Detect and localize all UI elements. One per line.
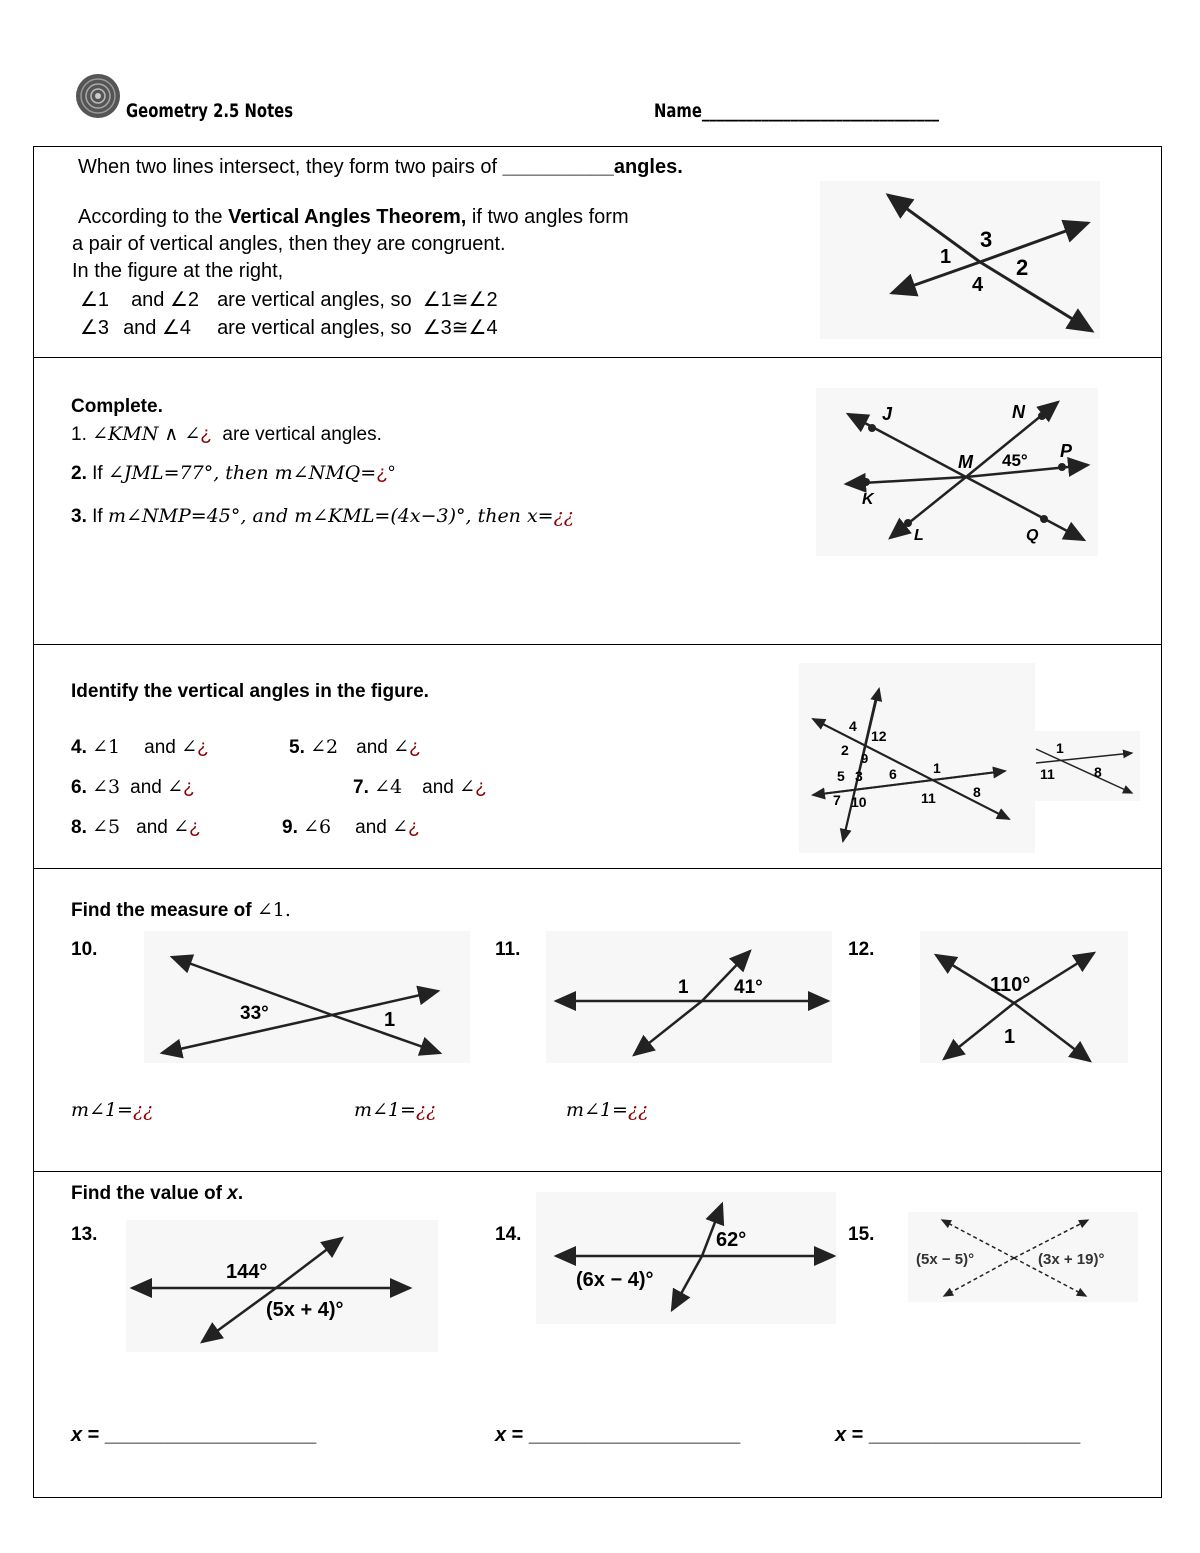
answer-q14-var: x xyxy=(495,1424,507,1446)
q7-blank[interactable]: ¿ xyxy=(475,777,487,798)
answer-q15 xyxy=(835,1424,1080,1447)
q2-math: ∠JML=77°, then m∠NMQ= xyxy=(107,462,377,484)
q6-blank[interactable]: ¿ xyxy=(183,777,195,798)
pair-1-desc: are vertical angles, so xyxy=(217,289,412,311)
fig-q12 xyxy=(920,931,1128,1063)
q10-label-1: 1 xyxy=(384,1009,396,1031)
q5-blank-angle: ∠ xyxy=(393,736,410,758)
fig3b-label-11: 11 xyxy=(1040,766,1055,782)
q2-degree: ° xyxy=(387,463,396,484)
pair-1-and: and xyxy=(131,289,165,311)
fig-label-3: 3 xyxy=(980,227,993,252)
fig-q14-diagram xyxy=(536,1192,836,1324)
fig3-label-12: 12 xyxy=(871,728,887,744)
q6-angle: ∠3 xyxy=(92,776,121,798)
intro-line-1 xyxy=(78,156,683,179)
q8-angle: ∠5 xyxy=(92,816,121,838)
q4-and: and xyxy=(144,737,176,758)
intersecting-lines-figure xyxy=(820,181,1100,339)
fig-q14 xyxy=(536,1192,836,1324)
q11-label-1: 1 xyxy=(678,977,689,998)
fig-label-2: 2 xyxy=(1016,255,1029,280)
q14-label-62: 62° xyxy=(716,1229,747,1251)
answer-q15-line[interactable]: ___________________ xyxy=(868,1424,1081,1446)
fig-q10-diagram xyxy=(144,931,470,1063)
question-2 xyxy=(71,462,395,485)
twelve-angle-diagram xyxy=(799,663,1035,853)
label-P: P xyxy=(1060,441,1073,461)
q12-number: 12. xyxy=(848,939,875,960)
fig3-label-6: 6 xyxy=(889,766,897,782)
pair-2-congruence: ∠3≅∠4 xyxy=(422,317,498,339)
q9-and: and xyxy=(355,817,387,838)
jnkmlpq-figure xyxy=(816,388,1098,556)
q1-number: 1. xyxy=(71,424,87,445)
q4-angle: ∠1 xyxy=(92,736,121,758)
fig3-label-9: 9 xyxy=(861,751,869,766)
intro-blank[interactable]: __________ xyxy=(502,156,614,178)
q3-number: 3. xyxy=(71,506,87,527)
q3-if: If xyxy=(92,506,103,527)
find-measure-text: Find the measure of xyxy=(71,900,257,921)
pair-2-and: and xyxy=(123,317,157,339)
spiral-logo-icon xyxy=(75,73,121,119)
q9-number: 9. xyxy=(282,817,298,838)
q5-angle: ∠2 xyxy=(310,736,339,758)
find-x-var: x xyxy=(227,1183,238,1204)
logo xyxy=(75,73,121,119)
fig-q13-diagram xyxy=(126,1220,438,1352)
q13-label-144: 144° xyxy=(226,1261,268,1283)
fig-q11-diagram xyxy=(546,931,832,1063)
question-3 xyxy=(71,505,574,528)
label-N: N xyxy=(1012,402,1025,422)
q10-label-33: 33° xyxy=(240,1003,269,1024)
q13-number: 13. xyxy=(71,1224,98,1245)
answer-q15-var: x xyxy=(835,1424,847,1446)
answer-q10-math: m∠1= xyxy=(71,1099,133,1121)
theorem-name: Vertical Angles Theorem, xyxy=(228,206,467,228)
fig3-label-8: 8 xyxy=(973,784,981,800)
answer-q10 xyxy=(71,1099,153,1122)
section-complete xyxy=(33,357,1162,645)
answer-q12 xyxy=(566,1099,648,1122)
q6-number: 6. xyxy=(71,777,87,798)
label-K: K xyxy=(862,491,874,508)
section-find-measure xyxy=(33,868,1162,1172)
q12-label-110: 110° xyxy=(990,974,1031,996)
pair-1-congruence: ∠1≅∠2 xyxy=(422,289,498,311)
pair-2-line xyxy=(80,315,498,340)
q7-number: 7. xyxy=(353,777,369,798)
q11-label-41: 41° xyxy=(734,977,763,998)
intersecting-lines-diagram xyxy=(820,181,1100,339)
find-x-text: Find the value of xyxy=(71,1183,228,1204)
section-find-x xyxy=(33,1171,1162,1498)
pair-2-desc: are vertical angles, so xyxy=(217,317,412,339)
q8-blank[interactable]: ¿ xyxy=(189,817,201,838)
fig-label-1: 1 xyxy=(940,246,952,268)
name-label-text: Name xyxy=(654,100,702,122)
identify-heading: Identify the vertical angles in the figure. xyxy=(71,681,429,702)
fig3-label-10: 10 xyxy=(851,794,867,810)
fig3-label-11: 11 xyxy=(921,790,936,806)
fig-q11 xyxy=(546,931,832,1063)
answer-q13-line[interactable]: ___________________ xyxy=(104,1424,317,1446)
answer-q13-eq: = xyxy=(82,1424,105,1446)
find-x-period: . xyxy=(237,1183,244,1204)
pair-2-angle-a: ∠3 xyxy=(80,317,110,339)
answer-q11 xyxy=(354,1099,436,1122)
q5-blank[interactable]: ¿ xyxy=(409,737,421,758)
q2-blank[interactable]: ¿ xyxy=(376,463,388,484)
q9-blank-angle: ∠ xyxy=(392,816,409,838)
pair-2-angle-b: ∠4 xyxy=(162,317,192,339)
fig3b-label-1: 1 xyxy=(1056,740,1064,756)
section-vertical-angles-intro xyxy=(33,146,1162,358)
q1-blank[interactable]: ¿ xyxy=(200,424,212,445)
q7-blank-angle: ∠ xyxy=(459,776,476,798)
fig-q13 xyxy=(126,1220,438,1352)
question-7 xyxy=(353,776,487,799)
q6-blank-angle: ∠ xyxy=(167,776,184,798)
q4-number: 4. xyxy=(71,737,87,758)
q2-if: If xyxy=(92,463,103,484)
q13-label-expr: (5x + 4)° xyxy=(266,1299,344,1321)
question-9 xyxy=(282,816,420,839)
q8-number: 8. xyxy=(71,817,87,838)
jnkmlpq-diagram xyxy=(816,388,1098,556)
zoom-angle-diagram xyxy=(1032,731,1140,801)
zoom-angle-figure xyxy=(1032,731,1140,801)
name-label xyxy=(654,100,939,122)
intro-line-1-text: When two lines intersect, they form two pairs of xyxy=(78,156,503,178)
label-45: 45° xyxy=(1002,451,1028,470)
fig3-label-4: 4 xyxy=(849,718,857,734)
q9-angle: ∠6 xyxy=(303,816,332,838)
answer-q13-var: x xyxy=(71,1424,83,1446)
q3-math: m∠NMP=45°, and m∠KML=(4x−3)°, then x= xyxy=(107,505,554,527)
fig3-label-1: 1 xyxy=(933,760,941,776)
answer-q13 xyxy=(71,1424,316,1447)
q8-and: and xyxy=(136,817,168,838)
question-4 xyxy=(71,736,209,759)
q9-blank[interactable]: ¿ xyxy=(408,817,420,838)
q7-and: and xyxy=(422,777,454,798)
theorem-line xyxy=(78,206,629,229)
fig-label-4: 4 xyxy=(972,274,984,296)
theorem-line-pre: According to the xyxy=(78,206,229,228)
find-x-heading xyxy=(71,1183,243,1205)
answer-q10-blank[interactable]: ¿¿ xyxy=(132,1099,154,1121)
fig3-label-5: 5 xyxy=(837,768,845,784)
q7-angle: ∠4 xyxy=(374,776,403,798)
q15-number: 15. xyxy=(848,1224,875,1245)
question-8 xyxy=(71,816,201,839)
answer-q14-eq: = xyxy=(506,1424,529,1446)
fig3-label-3: 3 xyxy=(855,768,863,784)
figure-note: In the figure at the right, xyxy=(72,260,284,282)
section-identify xyxy=(33,644,1162,869)
theorem-line-2: a pair of vertical angles, then they are congruent. xyxy=(72,233,506,255)
answer-q12-blank[interactable]: ¿¿ xyxy=(627,1099,649,1121)
label-M: M xyxy=(958,452,973,472)
find-measure-angle: ∠1. xyxy=(256,899,291,921)
label-Q: Q xyxy=(1026,527,1039,544)
q12-label-1: 1 xyxy=(1004,1026,1016,1048)
pair-1-line xyxy=(80,287,498,312)
answer-q11-math: m∠1= xyxy=(354,1099,416,1121)
q15-label-right: (3x + 19)° xyxy=(1038,1251,1105,1268)
question-5 xyxy=(289,736,421,759)
q4-blank[interactable]: ¿ xyxy=(197,737,209,758)
complete-heading: Complete. xyxy=(71,396,163,417)
find-measure-heading xyxy=(71,899,291,922)
fig3-label-2: 2 xyxy=(841,742,849,758)
pair-1-angle-a: ∠1 xyxy=(80,289,110,311)
q15-label-left: (5x − 5)° xyxy=(916,1251,975,1268)
pair-1-angle-b: ∠2 xyxy=(170,289,200,311)
twelve-angle-figure xyxy=(799,663,1035,853)
fig-q12-diagram xyxy=(920,931,1128,1063)
answer-q14 xyxy=(495,1424,740,1447)
fig-q10 xyxy=(144,931,470,1063)
answer-q14-line[interactable]: ___________________ xyxy=(528,1424,741,1446)
q8-blank-angle: ∠ xyxy=(173,816,190,838)
fig-q15-diagram xyxy=(908,1212,1138,1302)
q14-label-expr: (6x − 4)° xyxy=(576,1269,654,1291)
answer-q15-eq: = xyxy=(846,1424,869,1446)
intro-angles-word: angles. xyxy=(613,156,683,178)
page-title: Geometry 2.5 Notes xyxy=(126,100,294,122)
answer-q12-math: m∠1= xyxy=(566,1099,628,1121)
answer-q11-blank[interactable]: ¿¿ xyxy=(415,1099,437,1121)
q1-math: ∠KMN ∧ ∠ xyxy=(92,423,201,445)
q5-number: 5. xyxy=(289,737,305,758)
fig3b-label-8: 8 xyxy=(1094,764,1102,780)
q10-number: 10. xyxy=(71,939,98,960)
q11-number: 11. xyxy=(495,939,521,960)
q5-and: and xyxy=(356,737,388,758)
name-line[interactable]: ________________________________ xyxy=(701,100,940,122)
fig3-label-7: 7 xyxy=(833,792,841,808)
label-L: L xyxy=(914,527,924,544)
label-J: J xyxy=(882,404,893,424)
question-1 xyxy=(71,423,382,446)
q3-blank[interactable]: ¿¿ xyxy=(553,505,574,527)
theorem-line-post: if two angles form xyxy=(466,206,629,228)
q4-blank-angle: ∠ xyxy=(181,736,198,758)
q2-number: 2. xyxy=(71,463,87,484)
q1-text: are vertical angles. xyxy=(222,424,382,445)
q14-number: 14. xyxy=(495,1224,522,1245)
question-6 xyxy=(71,776,195,799)
q6-and: and xyxy=(130,777,162,798)
fig-q15 xyxy=(908,1212,1138,1302)
